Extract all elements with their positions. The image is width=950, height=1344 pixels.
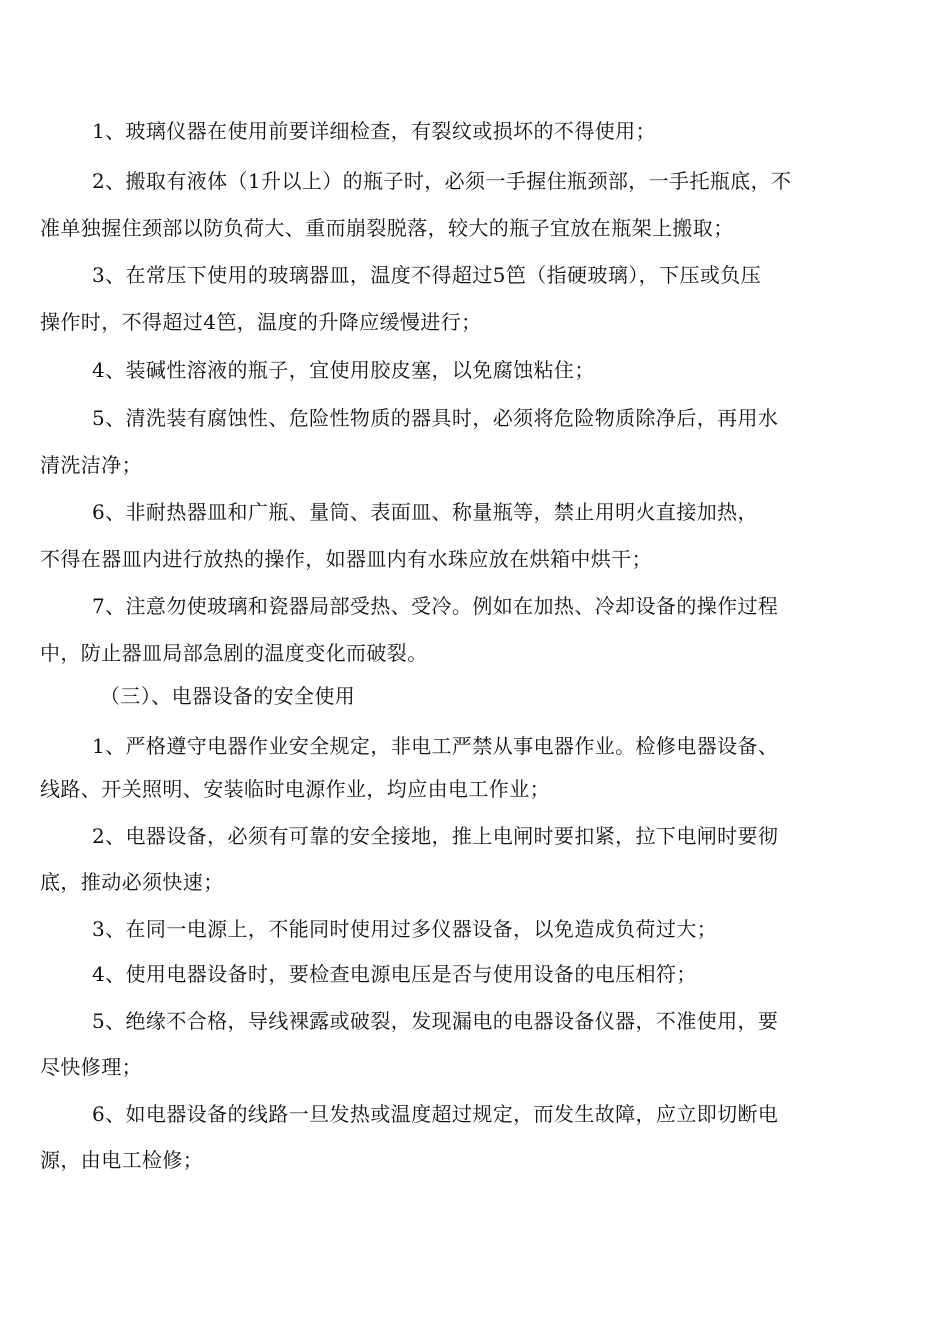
paragraph-line: 6、非耐热器皿和广瓶、量筒、表面皿、称量瓶等，禁止用明火直接加热， xyxy=(92,500,758,524)
paragraph-line: 2、电器设备，必须有可靠的安全接地，推上电闸时要扣紧，拉下电闸时要彻 xyxy=(92,824,779,848)
section-heading: （三）、电器设备的安全使用 xyxy=(100,684,356,708)
paragraph-line: 1、严格遵守电器作业安全规定，非电工严禁从事电器作业。检修电器设备、 xyxy=(92,734,779,758)
paragraph-line: 5、绝缘不合格，导线裸露或破裂，发现漏电的电器设备仪器，不准使用，要 xyxy=(92,1009,779,1033)
paragraph-line: 6、如电器设备的线路一旦发热或温度超过规定，而发生故障，应立即切断电 xyxy=(92,1102,779,1126)
paragraph-line: 3、在常压下使用的玻璃器皿，温度不得超过5笆（指硬玻璃），下压或负压 xyxy=(92,263,762,287)
paragraph-line: 5、清洗装有腐蚀性、危险性物质的器具时，必须将危险物质除净后，再用水 xyxy=(92,406,779,430)
paragraph-line: 1、玻璃仪器在使用前要详细检查，有裂纹或损坏的不得使用； xyxy=(92,119,656,143)
paragraph-line: 4、装碱性溶液的瓶子，宜使用胶皮塞，以免腐蚀粘住； xyxy=(92,358,595,382)
paragraph-line: 清洗洁净； xyxy=(40,453,142,477)
paragraph-line: 线路、开关照明、安装临时电源作业，均应由电工作业； xyxy=(40,777,550,801)
paragraph-line: 4、使用电器设备时，要检查电源电压是否与使用设备的电压相符； xyxy=(92,962,697,986)
paragraph-line: 中，防止器皿局部急剧的温度变化而破裂。 xyxy=(40,641,428,665)
paragraph-line: 3、在同一电源上，不能同时使用过多仪器设备，以免造成负荷过大； xyxy=(92,917,718,941)
paragraph-line: 准单独握住颈部以防负荷大、重而崩裂脱落，较大的瓶子宜放在瓶架上搬取； xyxy=(40,216,734,240)
paragraph-line: 源，由电工检修； xyxy=(40,1148,204,1172)
paragraph-line: 不得在器皿内进行放热的操作，如器皿内有水珠应放在烘箱中烘干； xyxy=(40,547,652,571)
paragraph-line: 2、搬取有液体（1升以上）的瓶子时，必须一手握住瓶颈部，一手托瓶底，不 xyxy=(92,169,792,193)
paragraph-line: 尽快修理； xyxy=(40,1055,142,1079)
paragraph-line: 操作时，不得超过4笆，温度的升降应缓慢进行； xyxy=(40,310,482,334)
paragraph-line: 7、注意勿使玻璃和瓷器局部受热、受冷。例如在加热、冷却设备的操作过程 xyxy=(92,594,779,618)
paragraph-line: 底，推动必须快速； xyxy=(40,870,224,894)
